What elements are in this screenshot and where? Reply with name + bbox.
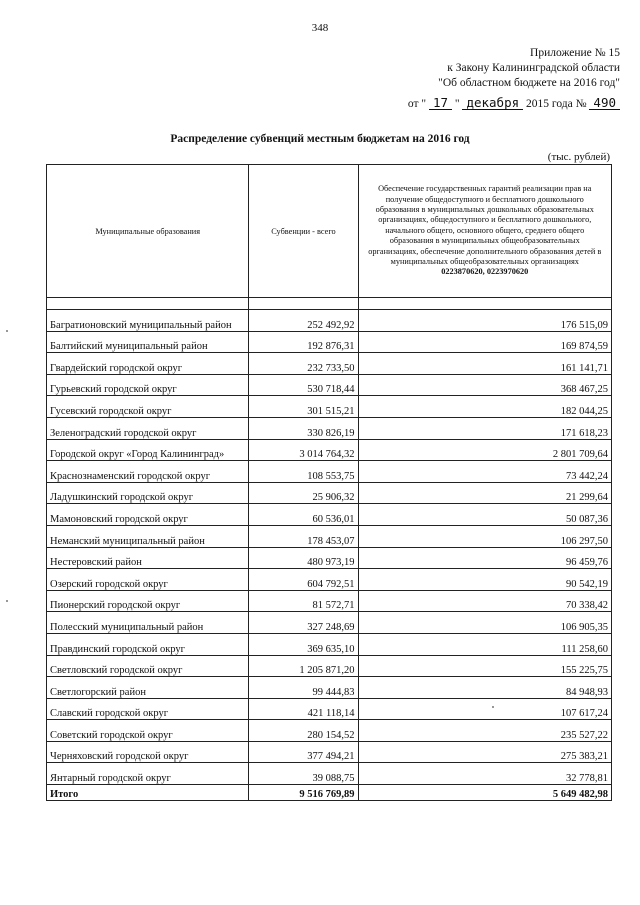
subvention-total: 192 876,31	[249, 331, 358, 353]
table-row	[47, 310, 612, 332]
date-month: декабря	[462, 96, 523, 110]
table-row	[47, 482, 612, 504]
subvention-total: 301 515,21	[249, 396, 358, 418]
education-subvention: 106 297,50	[358, 525, 611, 547]
education-subvention: 21 299,64	[358, 482, 611, 504]
subvention-total: 530 718,44	[249, 374, 358, 396]
subvention-total: 39 088,75	[249, 763, 358, 785]
total-education: 5 649 482,98	[358, 785, 611, 801]
column-header-total: Субвенции - всего	[249, 165, 358, 298]
education-subvention: 90 542,19	[358, 569, 611, 591]
municipality-name: Советский городской округ	[47, 720, 249, 742]
municipality-name: Зеленоградский городской округ	[47, 417, 249, 439]
law-number: 490	[589, 96, 620, 110]
municipality-name: Гвардейский городской округ	[47, 353, 249, 375]
education-subvention: 182 044,25	[358, 396, 611, 418]
table-row	[47, 461, 612, 483]
municipality-name: Черняховский городской округ	[47, 741, 249, 763]
subvention-total: 60 536,01	[249, 504, 358, 526]
education-subvention: 111 258,60	[358, 633, 611, 655]
table-row	[47, 353, 612, 375]
appendix-label: Приложение № 15	[530, 47, 620, 59]
table-row	[47, 374, 612, 396]
subvention-total: 232 733,50	[249, 353, 358, 375]
date-day: 17	[429, 96, 452, 110]
subvention-total: 280 154,52	[249, 720, 358, 742]
table-row	[47, 763, 612, 785]
education-subvention: 73 442,24	[358, 461, 611, 483]
table-row	[47, 504, 612, 526]
municipality-name: Ладушкинский городской округ	[47, 482, 249, 504]
education-subvention: 32 778,81	[358, 763, 611, 785]
units-label: (тыс. рублей)	[547, 151, 610, 163]
table-row	[47, 590, 612, 612]
table-row	[47, 525, 612, 547]
municipality-name: Неманский муниципальный район	[47, 525, 249, 547]
document-title: Распределение субвенций местным бюджетам на 2016 год	[170, 133, 470, 145]
municipality-name: Янтарный городской округ	[47, 763, 249, 785]
date-line	[408, 96, 620, 110]
subvention-total: 327 248,69	[249, 612, 358, 634]
margin-dot	[492, 706, 494, 708]
table-row	[47, 396, 612, 418]
education-subvention: 169 874,59	[358, 331, 611, 353]
table-row	[47, 439, 612, 461]
subvention-total: 480 973,19	[249, 547, 358, 569]
municipality-name: Краснознаменский городской округ	[47, 461, 249, 483]
municipality-name: Балтийский муниципальный район	[47, 331, 249, 353]
subvention-total: 25 906,32	[249, 482, 358, 504]
subvention-total: 377 494,21	[249, 741, 358, 763]
table-row	[47, 655, 612, 677]
education-subvention: 106 905,35	[358, 612, 611, 634]
subvention-total: 99 444,83	[249, 677, 358, 699]
subvention-total: 81 572,71	[249, 590, 358, 612]
subvention-total: 3 014 764,32	[249, 439, 358, 461]
education-subvention: 84 948,93	[358, 677, 611, 699]
table-row	[47, 720, 612, 742]
municipality-name: Нестеровский район	[47, 547, 249, 569]
subvention-total: 1 205 871,20	[249, 655, 358, 677]
subvention-total: 421 118,14	[249, 698, 358, 720]
table-row	[47, 612, 612, 634]
municipality-name: Славский городской округ	[47, 698, 249, 720]
table-row	[47, 331, 612, 353]
table-row	[47, 417, 612, 439]
municipality-name: Полесский муниципальный район	[47, 612, 249, 634]
law-reference: к Закону Калининградской области	[447, 62, 620, 74]
education-subvention: 50 087,36	[358, 504, 611, 526]
total-label: Итого	[47, 785, 249, 801]
municipality-name: Гурьевский городской округ	[47, 374, 249, 396]
column-header-municipality: Муниципальные образования	[47, 165, 249, 298]
municipality-name: Мамоновский городской округ	[47, 504, 249, 526]
subvention-total: 604 792,51	[249, 569, 358, 591]
education-subvention: 235 527,22	[358, 720, 611, 742]
table-row	[47, 677, 612, 699]
date-quote: "	[454, 98, 460, 110]
municipality-name: Озерский городской округ	[47, 569, 249, 591]
date-prefix: от "	[407, 98, 427, 110]
education-subvention: 107 617,24	[358, 698, 611, 720]
spacer-row	[47, 298, 612, 310]
date-year: 2015 года №	[526, 98, 587, 110]
table-row	[47, 698, 612, 720]
municipality-name: Городской округ «Город Калининград»	[47, 439, 249, 461]
law-title: "Об областном бюджете на 2016 год"	[438, 77, 620, 89]
column-header-education-text: Обеспечение государственных гарантий реализации прав на получение общедоступного и бесплатного дошкольного образования в муниципальных дошкольных образовательных организациях, общедоступного и бесплатного дошкольного, начального общего, основного общего, среднего общего образования в муниципальных общеобразовательных организациях, обеспечение дополнительного образования детей в муниципальных общеобразовательных организациях	[368, 184, 602, 267]
table-header-row	[47, 165, 612, 298]
margin-dot	[6, 600, 8, 602]
municipality-name: Светлогорский район	[47, 677, 249, 699]
column-header-education	[358, 165, 611, 298]
subvention-total: 178 453,07	[249, 525, 358, 547]
education-subvention: 96 459,76	[358, 547, 611, 569]
municipality-name: Правдинский городской округ	[47, 633, 249, 655]
subvention-total: 330 826,19	[249, 417, 358, 439]
subventions-table	[46, 164, 612, 801]
margin-dot	[6, 330, 8, 332]
education-subvention: 171 618,23	[358, 417, 611, 439]
table-row	[47, 569, 612, 591]
education-subvention: 368 467,25	[358, 374, 611, 396]
total-row	[47, 785, 612, 801]
subvention-total: 108 553,75	[249, 461, 358, 483]
education-subvention: 2 801 709,64	[358, 439, 611, 461]
education-subvention: 161 141,71	[358, 353, 611, 375]
total-subventions: 9 516 769,89	[249, 785, 358, 801]
table-row	[47, 741, 612, 763]
municipality-name: Светловский городской округ	[47, 655, 249, 677]
subvention-total: 369 635,10	[249, 633, 358, 655]
education-subvention: 275 383,21	[358, 741, 611, 763]
education-subvention: 176 515,09	[358, 310, 611, 332]
page-number: 348	[311, 22, 329, 34]
subvention-total: 252 492,92	[249, 310, 358, 332]
table-row	[47, 547, 612, 569]
table-row	[47, 633, 612, 655]
municipality-name: Багратионовский муниципальный район	[47, 310, 249, 332]
column-header-education-codes: 0223870620, 0223970620	[441, 267, 529, 277]
municipality-name: Пионерский городской округ	[47, 590, 249, 612]
education-subvention: 70 338,42	[358, 590, 611, 612]
municipality-name: Гусевский городской округ	[47, 396, 249, 418]
education-subvention: 155 225,75	[358, 655, 611, 677]
